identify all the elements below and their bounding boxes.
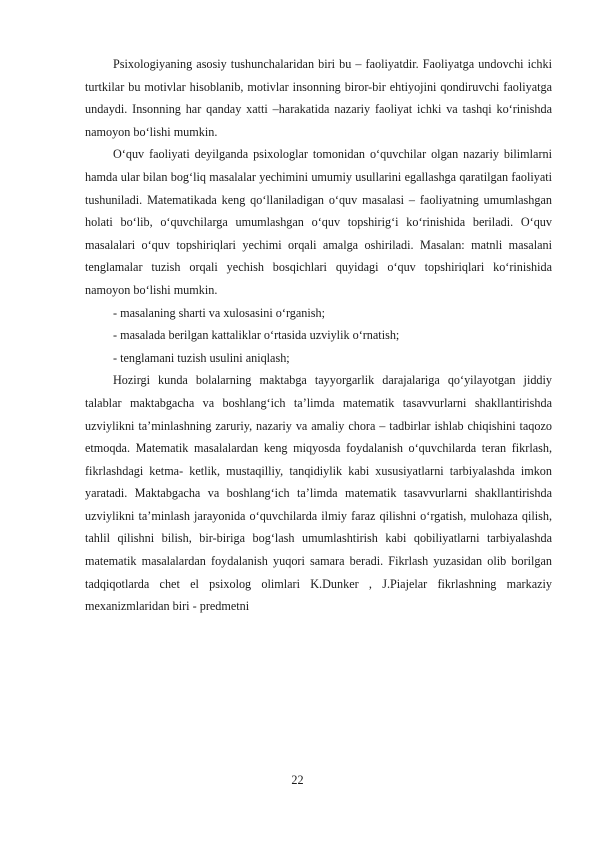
paragraph-learning-activity: O‘quv faoliyati deyilganda psixologlar tomonidan o‘quvchilar olgan nazariy bilimlarni hamda ular bilan bog‘liq masalalar yechimini umumiy usullarini egallashga qaratilgan faoliyati tushuniladi. Matematikada keng qo‘llaniladigan o‘quv masalasi – faoliyatning umumlashgan holati bo‘lib, o‘quvchilarga umumlashgan o‘quv topshirig‘i ko‘rinishida beriladi. O‘quv masalalari o‘quv topshiriqlari yechimi orqali amalga oshiriladi. Masalan: matnli masalani tenglamalar tuzish orqali yechish bosqichlari quyidagi o‘quv topshiriqlari ko‘rinishida namoyon bo‘lishi mumkin.: [85, 147, 552, 297]
body-text: [85, 53, 552, 618]
page-number: 22: [291, 773, 304, 787]
paragraph-activity: Psixologiyaning asosiy tushunchalaridan biri bu – faoliyatdir. Faoliyatga undovchi ichki turtkilar bu motivlar hisoblanib, motivlar insonning biror-bir ehtiyojini qondiruvchi faoliyatga undaydi. Insonning har qanday xatti –harakatida nazariy faoliyat ichki va tashqi ko‘rinishda namoyon bo‘lishi mumkin.: [85, 57, 552, 139]
paragraph-preschool: Hozirgi kunda bolalarning maktabga tayyorgarlik darajalariga qo‘yilayotgan jiddiy talablar maktabgacha va boshlang‘ich ta’limda matematik tasavvurlarni shakllantirishda uzviylikni ta’minlashning zaruriy, nazariy va amaliy chora – tadbirlar ishlab chiqishini taqozo etmoqda. Matematik masalalardan keng miqyosda foydalanish o‘quvchilarda teran fikrlash, fikrlashdagi ketma- ketlik, mustaqilliy, tanqidiylik kabi xususiyatlarni tarbiyalashda imkon yaratadi. Maktabgacha va boshlang‘ich ta’limda matematik tasavvurlarni shakllantirishda uzviylikni ta’minlash jarayonida o‘quvchilarda ilmiy faraz qilishni o‘rgatish, mulohaza qilish, tahlil qilishni bilish, bir-biriga bog‘lash umumlashtirish kabi qobiliyatlarni tarbiyalashda matematik masalalardan foydalanish yuqori samara beradi. Fikrlash yuzasidan olib borilgan tadqiqotlarda chet el psixolog olimlari K.Dunker , J.Piajelar fikrlashning markaziy mexanizmlaridan biri - predmetni: [85, 373, 552, 614]
list-item: - masalada berilgan kattaliklar o‘rtasida uzviylik o‘rnatish;: [113, 328, 400, 343]
list-item: - tenglamani tuzish usulini aniqlash;: [113, 350, 290, 365]
list-item: - masalaning sharti va xulosasini o‘rganish;: [113, 305, 326, 320]
